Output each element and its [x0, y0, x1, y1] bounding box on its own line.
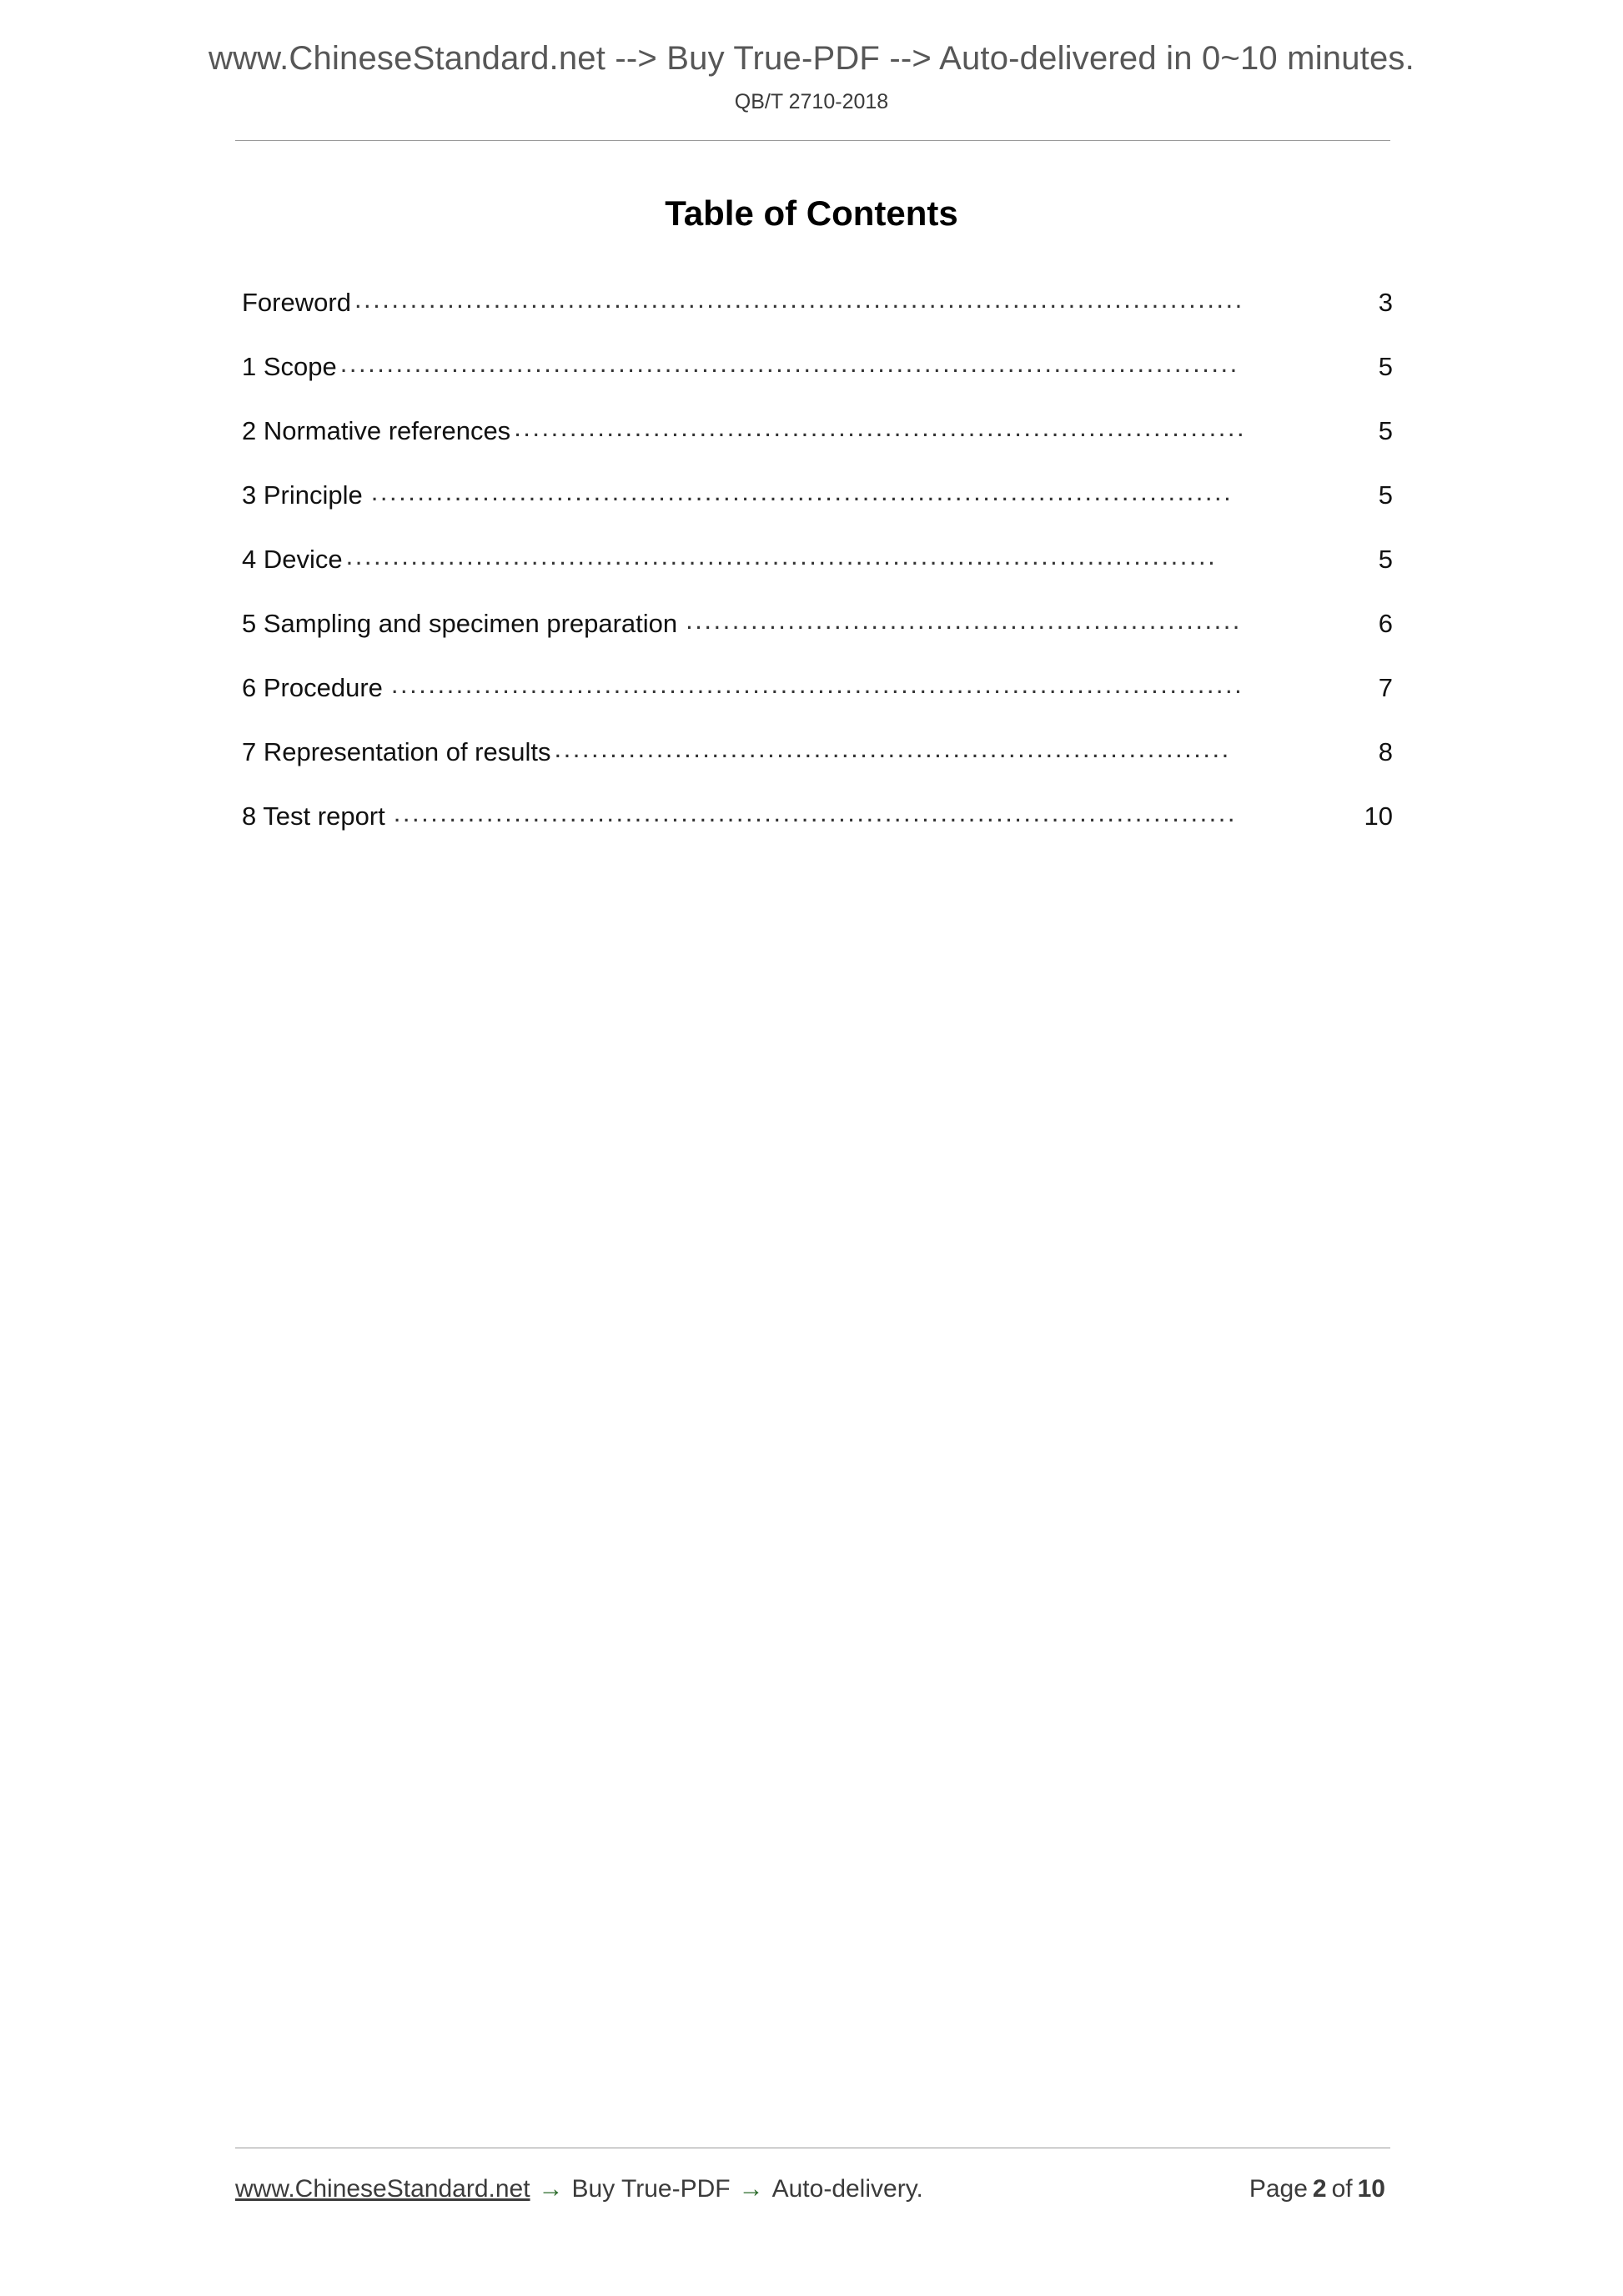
toc-entry[interactable]	[242, 784, 1393, 848]
toc-entry-page: 5	[1378, 416, 1393, 445]
watermark-header: www.ChineseStandard.net --> Buy True-PDF --> Auto-delivered in 0~10 minutes.	[209, 40, 1414, 77]
toc-entry[interactable]	[242, 399, 1393, 463]
toc-entry[interactable]	[242, 720, 1393, 784]
arrow-right-icon: →	[738, 2175, 764, 2203]
toc-leader-dots: ...............................................................................	[514, 413, 1247, 442]
footer-of-label: of	[1331, 2175, 1353, 2203]
toc-leader-dots: .........................................................................	[554, 734, 1231, 763]
toc-leader-dots: ............................................................	[686, 605, 1242, 635]
footer-page-number: 2	[1312, 2175, 1327, 2203]
toc-entry-label: 6 Procedure	[242, 673, 383, 702]
toc-leader-dots: ...........................................................................................	[393, 798, 1238, 827]
footer-site-link[interactable]: www.ChineseStandard.net	[235, 2175, 530, 2203]
toc-entry[interactable]	[242, 527, 1393, 591]
toc-entry-page: 6	[1378, 609, 1393, 638]
toc-entry-page: 10	[1364, 801, 1393, 831]
footer-page-total: 10	[1357, 2175, 1385, 2203]
toc-leader-dots: .............................................................................................	[370, 477, 1234, 506]
arrow-right-icon: →	[538, 2175, 564, 2203]
toc-leader-dots: ..............................................................................................	[345, 541, 1218, 570]
footer-page-indicator	[1249, 2175, 1390, 2203]
footer-buy-label: Buy True-PDF	[571, 2175, 731, 2203]
toc-entry-label: 1 Scope	[242, 352, 337, 381]
toc-entry[interactable]	[242, 270, 1393, 334]
toc-entry[interactable]	[242, 656, 1393, 720]
table-of-contents	[242, 270, 1393, 848]
toc-entry-page: 7	[1378, 673, 1393, 702]
toc-entry-page: 5	[1378, 352, 1393, 381]
toc-entry-label: Foreword	[242, 288, 351, 317]
toc-entry-page: 5	[1378, 545, 1393, 574]
footer-page-label: Page	[1249, 2175, 1308, 2203]
toc-entry[interactable]	[242, 591, 1393, 656]
standard-code: QB/T 2710-2018	[734, 90, 889, 113]
toc-entry-label: 4 Device	[242, 545, 343, 574]
toc-entry-label: 3 Principle	[242, 480, 363, 510]
toc-entry-page: 5	[1378, 480, 1393, 510]
toc-leader-dots: .................................................................................................	[339, 349, 1239, 378]
toc-entry-page: 8	[1378, 737, 1393, 766]
toc-entry-label: 7 Representation of results	[242, 737, 551, 766]
toc-entry-label: 5 Sampling and specimen preparation	[242, 609, 678, 638]
header-divider	[235, 140, 1390, 141]
toc-entry-label: 8 Test report	[242, 801, 385, 831]
toc-entry[interactable]	[242, 334, 1393, 399]
page-footer	[235, 2175, 1390, 2203]
toc-entry-page: 3	[1378, 288, 1393, 317]
toc-entry-label: 2 Normative references	[242, 416, 511, 445]
toc-entry[interactable]	[242, 463, 1393, 527]
page-title: Table of Contents	[665, 193, 958, 233]
toc-leader-dots: ............................................................................................	[390, 670, 1244, 699]
footer-delivery-label: Auto-delivery.	[771, 2175, 923, 2203]
toc-leader-dots: ................................................................................................	[354, 284, 1244, 314]
